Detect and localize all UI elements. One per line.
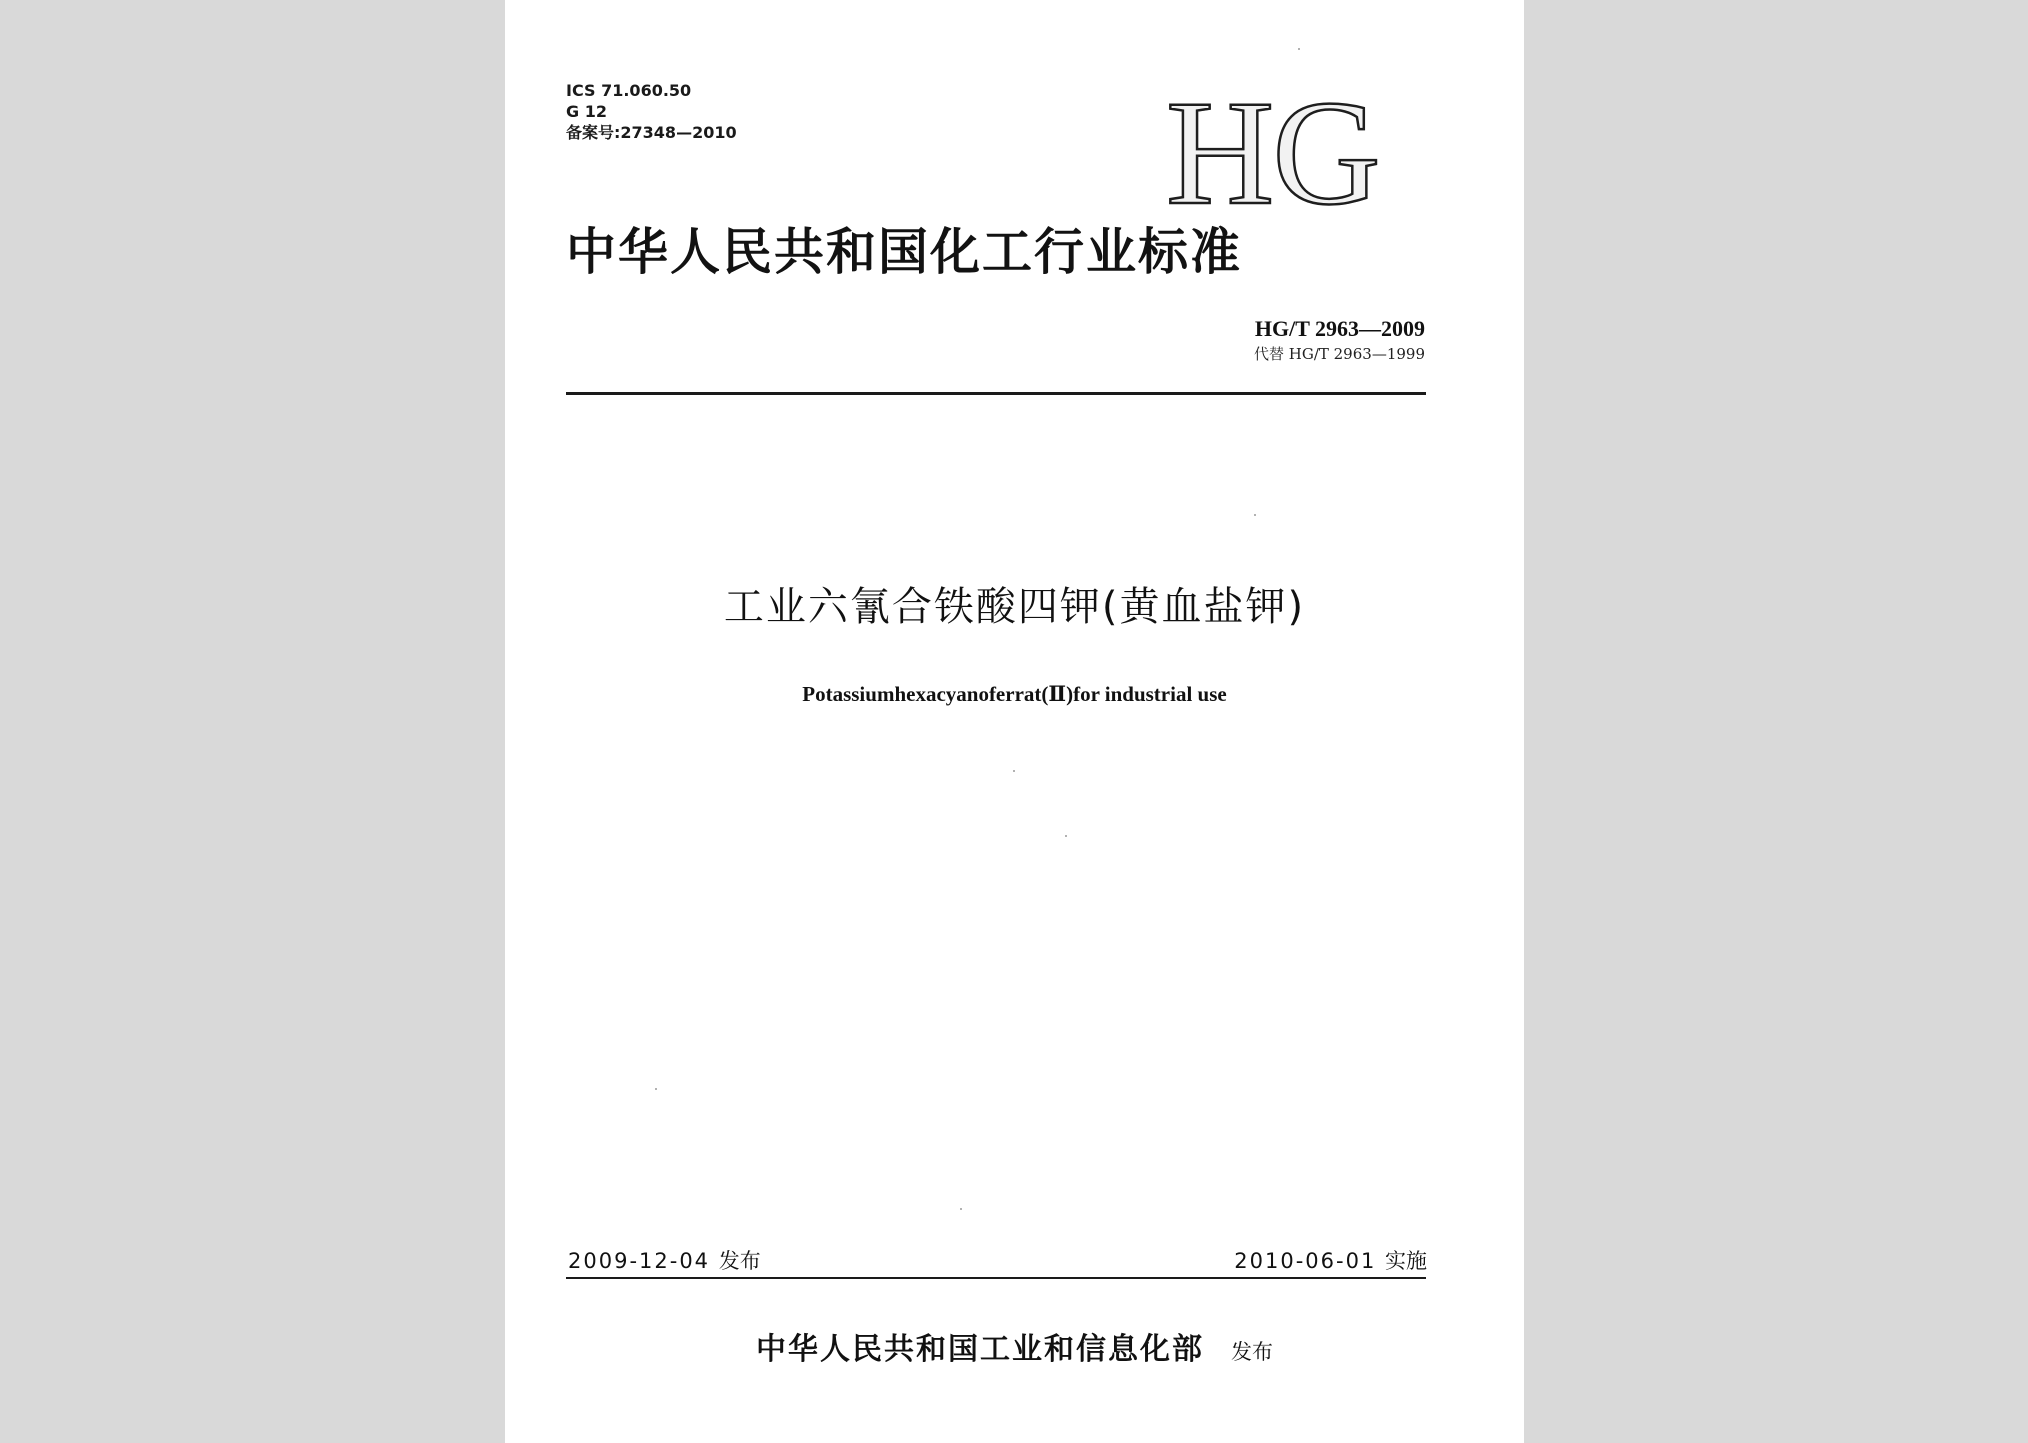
document-title: 工业六氰合铁酸四钾(黄血盐钾) bbox=[723, 584, 1306, 630]
header-divider bbox=[566, 392, 1426, 395]
publish-date-label: 发布 bbox=[718, 1249, 761, 1273]
filing-number: 备案号:27348—2010 bbox=[566, 123, 737, 142]
hg-logo: HG bbox=[1166, 70, 1379, 236]
publisher-name: 中华人民共和国工业和信息化部 bbox=[755, 1332, 1204, 1367]
standard-cover-page bbox=[505, 0, 1524, 1443]
scan-speck bbox=[655, 1088, 657, 1090]
ics-code: ICS 71.060.50 bbox=[566, 81, 692, 100]
scan-speck bbox=[960, 1208, 962, 1210]
standard-category-title: 中华人民共和国化工行业标准 bbox=[566, 222, 1242, 281]
scan-speck bbox=[1065, 835, 1067, 837]
publish-date bbox=[568, 1247, 761, 1275]
standard-code-block bbox=[1254, 315, 1425, 365]
footer-divider bbox=[566, 1277, 1426, 1279]
effective-date bbox=[1234, 1247, 1427, 1275]
document-title-english: Potassiumhexacyanoferrat(Ⅱ)for industrial use bbox=[802, 682, 1227, 706]
scan-speck bbox=[1254, 514, 1256, 516]
scan-speck bbox=[1298, 48, 1300, 50]
scan-speck bbox=[1013, 770, 1015, 772]
replaces-standard: 代替 HG/T 2963—1999 bbox=[1253, 345, 1425, 363]
effective-date-value: 2010-06-01 bbox=[1234, 1249, 1377, 1273]
standard-code: HG/T 2963—2009 bbox=[1254, 316, 1425, 341]
ccs-code: G 12 bbox=[566, 102, 607, 121]
publish-date-value: 2009-12-04 bbox=[568, 1249, 711, 1273]
classification-block bbox=[566, 80, 737, 143]
publisher-line bbox=[505, 1330, 1524, 1370]
effective-date-label: 实施 bbox=[1385, 1249, 1427, 1273]
publisher-action: 发布 bbox=[1231, 1340, 1274, 1364]
